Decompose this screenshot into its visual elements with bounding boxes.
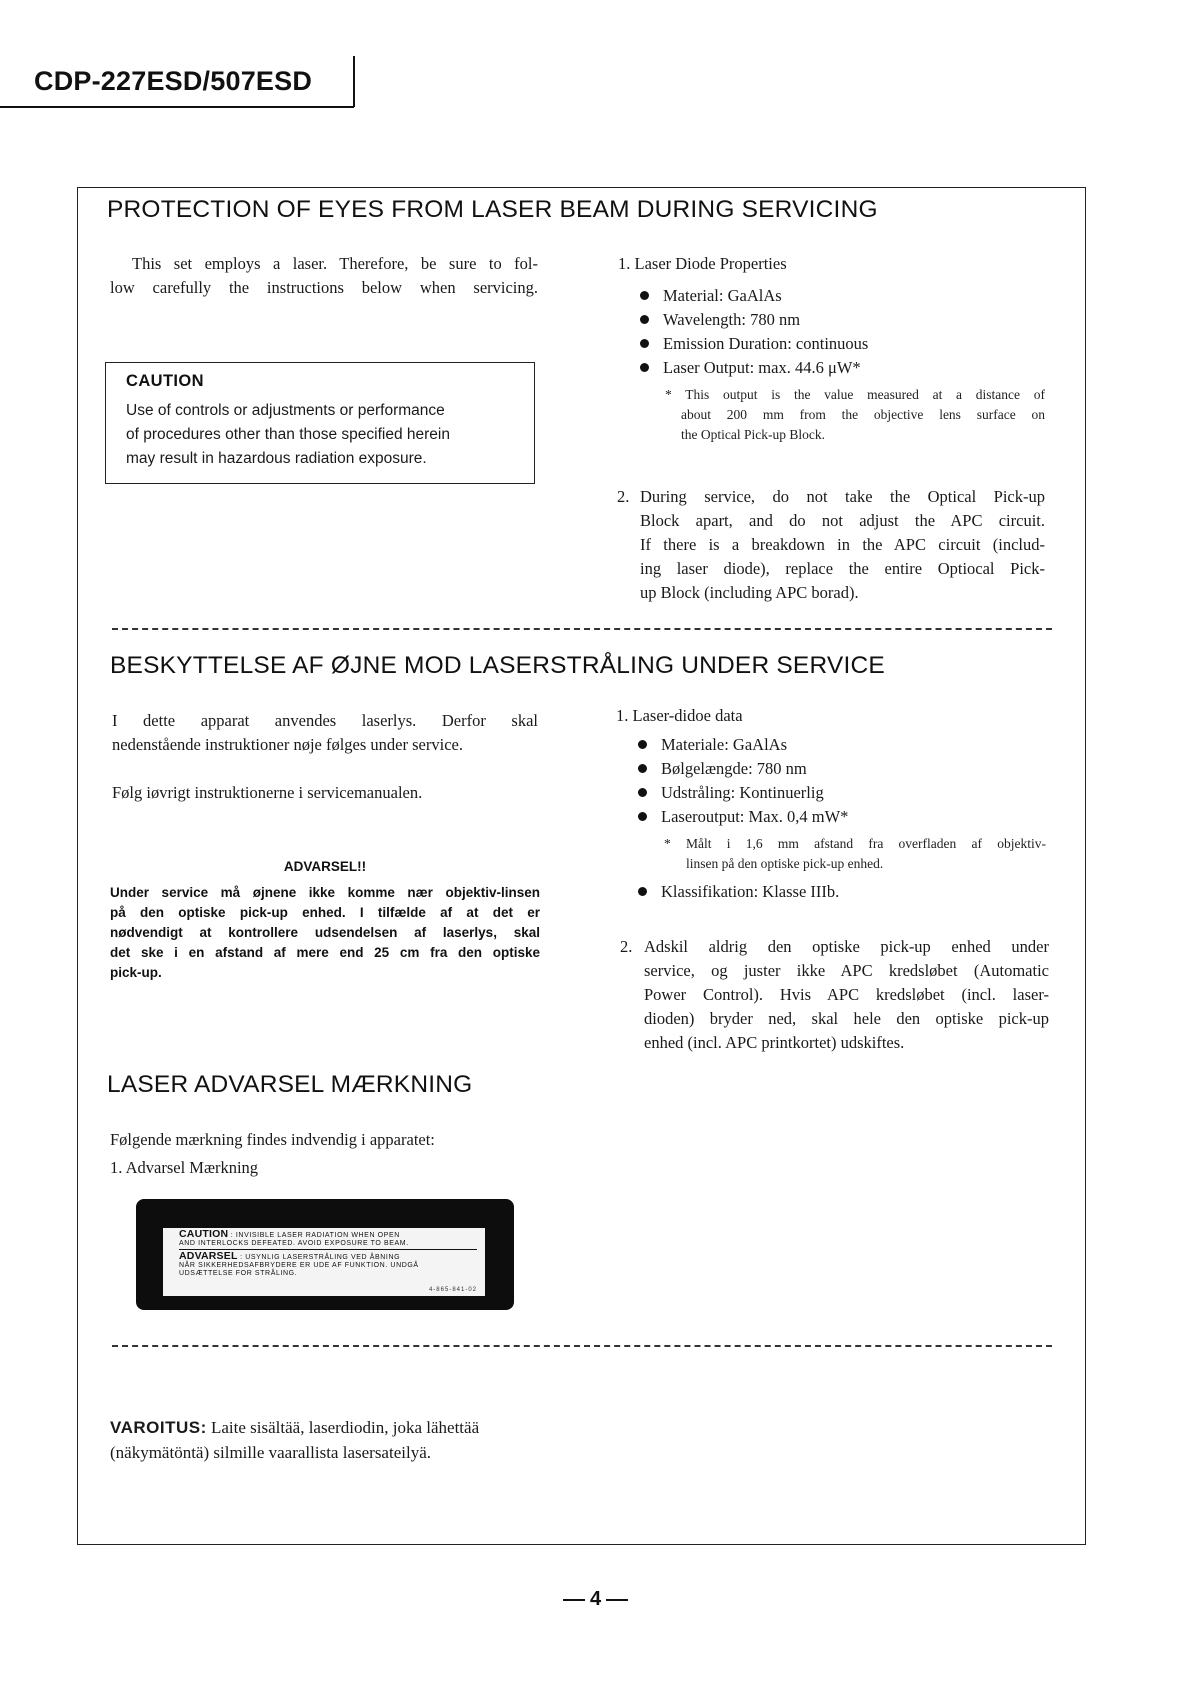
section2-intro-line2: nedenstående instruktioner nøje følges under service. [112, 735, 463, 754]
label-advarsel-text3: UDSÆTTELSE FOR STRÅLING. [179, 1270, 298, 1277]
advarsel-line: på den optiske pick-up enhed. I tilfælde af at det er [110, 905, 540, 920]
bullet-icon [638, 740, 647, 749]
section1-item2-line: up Block (including APC borad). [640, 583, 859, 602]
section1-intro-line2: low carefully the instructions below when servicing. [110, 278, 538, 297]
section2-item2-line: dioden) bryder ned, skal hele den optiske pick-up [644, 1009, 1049, 1028]
advarsel-line: nødvendigt at kontrollere udsendelsen af laserlys, skal [110, 925, 540, 940]
footnote-line: about 200 mm from the objective lens surface on [681, 407, 1045, 422]
advarsel-line: pick-up. [110, 965, 162, 980]
label-advarsel-head: ADVARSEL [179, 1250, 238, 1262]
section1-item2-line: Block apart, and do not adjust the APC circuit. [640, 511, 1045, 530]
bullet-icon [638, 788, 647, 797]
bullet-icon [640, 339, 649, 348]
section2-intro-line1: I dette apparat anvendes laserlys. Derfor skal [112, 711, 538, 730]
header-rule [0, 106, 354, 108]
model-number: CDP-227ESD/507ESD [34, 66, 313, 96]
varoitus-label: VAROITUS: [110, 1418, 207, 1437]
section2-title: BESKYTTELSE AF ØJNE MOD LASERSTRÅLING UNDER SERVICE [110, 652, 885, 679]
caution-line: Use of controls or adjustments or performance [126, 402, 445, 419]
label-caution-line [179, 1230, 477, 1240]
section1-intro-line1: This set employs a laser. Therefore, be sure to fol- [132, 254, 538, 273]
list-item: Laseroutput: Max. 0,4 mW* [638, 805, 848, 829]
section2-item2-line: service, og juster ikke APC kredsløbet (Automatic [644, 961, 1049, 980]
list-item: Laser Output: max. 44.6 μW* [640, 356, 861, 380]
bullet-icon [640, 363, 649, 372]
advarsel-title: ADVARSEL!! [283, 859, 367, 874]
label-part-code: 4-865-841-02 [428, 1287, 477, 1293]
dash-icon [563, 1599, 585, 1601]
section3-title: LASER ADVARSEL MÆRKNING [107, 1071, 473, 1098]
label-advarsel-text: : USYNLIG LASERSTRÅLING VED ÅBNING [240, 1254, 401, 1261]
section2-item1-title: 1. Laser-didoe data [616, 706, 743, 725]
caution-text [126, 399, 514, 471]
footnote-line: linsen på den optiske pick-up enhed. [686, 856, 884, 871]
footnote-line: * Målt i 1,6 mm afstand fra overfladen af objektiv- [664, 836, 1046, 851]
list-item: Emission Duration: continuous [640, 332, 868, 356]
section2-item2-line: Power Control). Hvis APC kredsløbet (incl. laser- [644, 985, 1049, 1004]
section1-item2-line: ing laser diode), replace the entire Optiocal Pick- [640, 559, 1045, 578]
label-caution-text2: AND INTERLOCKS DEFEATED. AVOID EXPOSURE TO BEAM. [179, 1240, 409, 1247]
footnote-line: * This output is the value measured at a distance of [665, 387, 1045, 402]
list-item: Materiale: GaAlAs [638, 733, 787, 757]
footnote-line: the Optical Pick-up Block. [681, 427, 825, 442]
bullet-icon [638, 764, 647, 773]
section3-line1: Følgende mærkning findes indvendig i apparatet: [110, 1130, 435, 1149]
list-item: Udstråling: Kontinuerlig [638, 781, 824, 805]
section2-intro-line3: Følg iøvrigt instruktionerne i servicemanualen. [112, 783, 423, 802]
warning-label [163, 1228, 485, 1296]
bullet-icon [640, 291, 649, 300]
list-item: Wavelength: 780 nm [640, 308, 800, 332]
label-caution-head: CAUTION [179, 1228, 229, 1240]
bullet-icon [638, 887, 647, 896]
section3-line2: 1. Advarsel Mærkning [110, 1158, 259, 1177]
varoitus-line1 [110, 1416, 479, 1440]
header-vertical-rule [353, 56, 355, 107]
caution-title: CAUTION [126, 372, 204, 390]
bullet-icon [638, 812, 647, 821]
label-advarsel-line [179, 1252, 477, 1262]
page-number: 4 [0, 1588, 1191, 1611]
caution-line: may result in hazardous radiation exposure. [126, 450, 427, 467]
section2-item2-line: enhed (incl. APC printkortet) udskiftes. [644, 1033, 905, 1052]
advarsel-line: det ske i en afstand af mere end 25 cm fra den optiske [110, 945, 540, 960]
label-advarsel-text2: NÅR SIKKERHEDSAFBRYDERE ER UDE AF FUNKTION. UNDGÅ [179, 1262, 419, 1269]
bullet-icon [640, 315, 649, 324]
list-item: Klassifikation: Klasse IIIb. [638, 880, 839, 904]
section-divider [112, 628, 1052, 630]
caution-box [105, 362, 535, 484]
section1-title: PROTECTION OF EYES FROM LASER BEAM DURING SERVICING [107, 196, 878, 223]
advarsel-line: Under service må øjnene ikke komme nær objektiv-linsen [110, 885, 540, 900]
dash-icon [606, 1599, 628, 1601]
section2-item2-num: 2. [620, 937, 633, 956]
list-item: Bølgelængde: 780 nm [638, 757, 807, 781]
label-caution-text: : INVISIBLE LASER RADIATION WHEN OPEN [230, 1232, 400, 1239]
section1-item2-line: During service, do not take the Optical Pick-up [640, 487, 1045, 506]
section1-item1-title: 1. Laser Diode Properties [618, 254, 787, 273]
section1-item2-num: 2. [617, 487, 630, 506]
section-divider [112, 1345, 1052, 1347]
section1-item2-line: If there is a breakdown in the APC circuit (includ- [640, 535, 1045, 554]
varoitus-text: Laite sisältää, laserdiodin, joka lähettää [211, 1418, 480, 1437]
section2-item2-line: Adskil aldrig den optiske pick-up enhed under [644, 937, 1049, 956]
varoitus-line2: (näkymätöntä) silmille vaarallista lasersateilyä. [110, 1443, 431, 1462]
list-item: Material: GaAlAs [640, 284, 782, 308]
caution-line: of procedures other than those specified herein [126, 426, 450, 443]
